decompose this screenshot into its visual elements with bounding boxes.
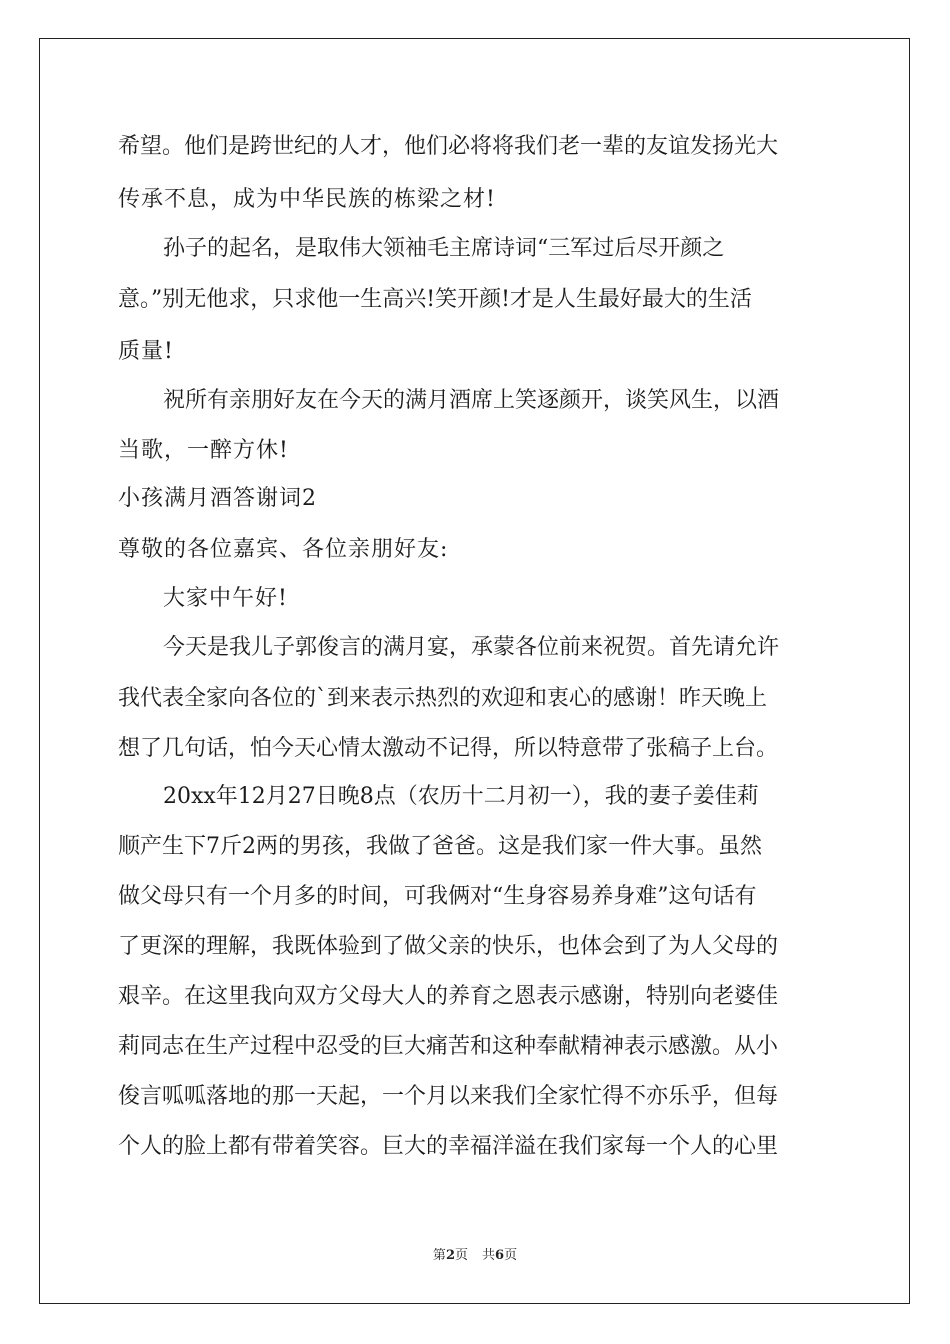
page-footer bbox=[0, 1247, 950, 1265]
page-prefix: 第 bbox=[432, 1248, 446, 1263]
page-suffix: 页 bbox=[454, 1248, 468, 1263]
text-line: 意。”别无他求，只求他一生高兴!笑开颜!才是人生最好最大的生活 bbox=[118, 287, 752, 312]
text-line: 当歌，一醉方休! bbox=[118, 438, 289, 463]
total-prefix: 共 bbox=[482, 1248, 496, 1263]
text-line: 我代表全家向各位的`到来表示热烈的欢迎和衷心的感谢！昨天晚上 bbox=[118, 686, 768, 711]
text-line: 想了几句话，怕今天心情太激动不记得，所以特意带了张稿子上台。 bbox=[118, 736, 779, 761]
text-line: 今天是我儿子郭俊言的满月宴，承蒙各位前来祝贺。首先请允许 bbox=[163, 635, 780, 660]
total-suffix: 页 bbox=[504, 1248, 518, 1263]
page-number: 2 bbox=[445, 1248, 455, 1263]
text-line: 做父母只有一个月多的时间，可我俩对“生身容易养身难”这句话有 bbox=[118, 884, 757, 909]
text-line: 艰辛。在这里我向双方父母大人的养育之恩表示感谢，特别向老婆佳 bbox=[118, 984, 779, 1009]
text-line: 莉同志在生产过程中忍受的巨大痛苦和这种奉献精神表示感激。从小 bbox=[118, 1034, 779, 1059]
text-line: 希望。他们是跨世纪的人才，他们必将将我们老一辈的友谊发扬光大 bbox=[118, 134, 779, 159]
text-line: 个人的脸上都有带着笑容。巨大的幸福洋溢在我们家每一个人的心里 bbox=[118, 1134, 779, 1159]
salutation: 尊敬的各位嘉宾、各位亲朋好友: bbox=[118, 537, 449, 562]
text-line: 俊言呱呱落地的那一天起，一个月以来我们全家忙得不亦乐乎，但每 bbox=[118, 1084, 779, 1109]
text-line: 顺产生下7斤2两的男孩，我做了爸爸。这是我们家一件大事。虽然 bbox=[118, 834, 762, 859]
text-line: 传承不息，成为中华民族的栋梁之材! bbox=[118, 187, 496, 212]
text-line: 20xx年12月27日晚8点（农历十二月初一），我的妻子姜佳莉 bbox=[163, 784, 759, 809]
greeting: 大家中午好! bbox=[163, 586, 288, 611]
text-line: 孙子的起名，是取伟大领袖毛主席诗词“三军过后尽开颜之 bbox=[163, 236, 725, 261]
text-line: 质量! bbox=[118, 339, 174, 364]
total-pages: 6 bbox=[495, 1248, 505, 1263]
page-border bbox=[39, 38, 910, 1304]
text-line: 了更深的理解，我既体验到了做父亲的快乐，也体会到了为人父母的 bbox=[118, 934, 779, 959]
text-line: 祝所有亲朋好友在今天的满月酒席上笑逐颜开，谈笑风生，以酒 bbox=[163, 388, 780, 413]
section-heading: 小孩满月酒答谢词2 bbox=[118, 486, 317, 511]
